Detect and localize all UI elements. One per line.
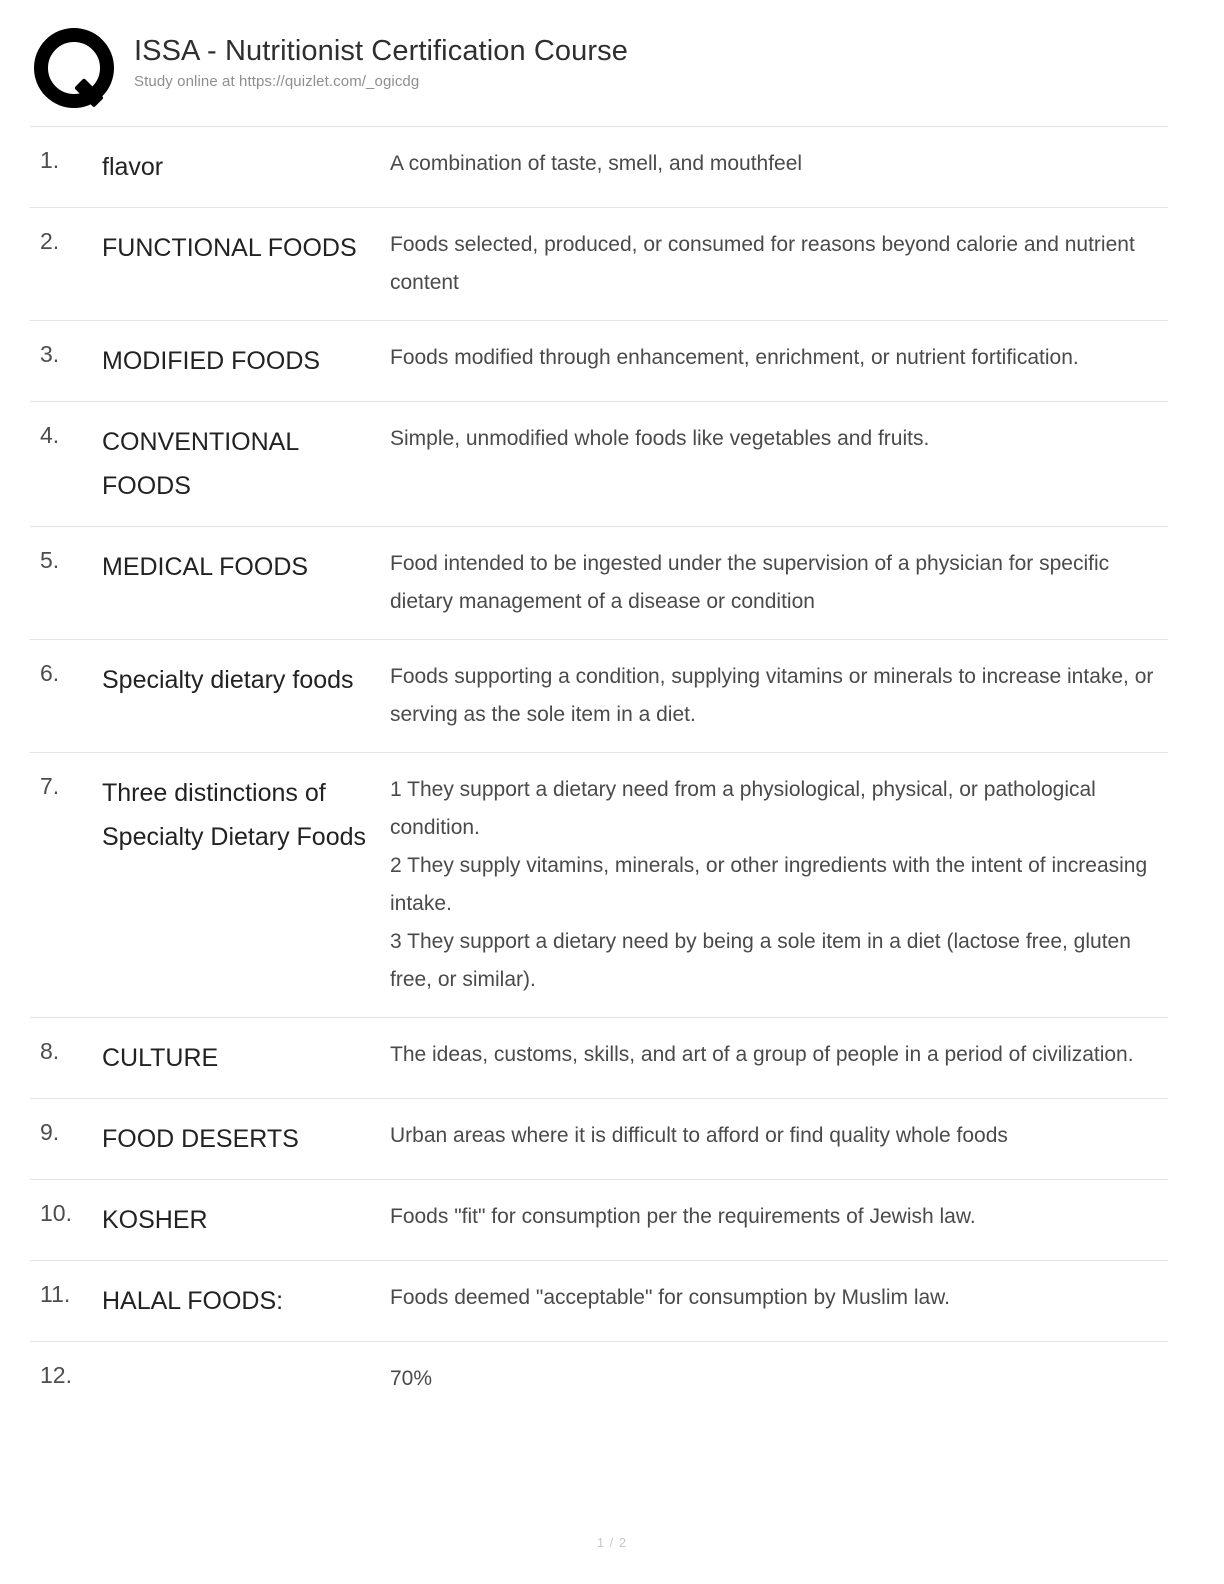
row-number: 6. <box>40 660 60 686</box>
row-definition <box>384 753 1168 1018</box>
row-definition <box>384 1099 1168 1180</box>
study-link-text: Study online at https://quizlet.com/_ogicdg <box>134 73 420 90</box>
row-number: 10. <box>40 1200 72 1226</box>
table-row <box>30 127 1168 208</box>
row-number: 9. <box>40 1119 60 1145</box>
table-row <box>30 1261 1168 1342</box>
definition-line: 70% <box>390 1367 433 1390</box>
definition-line: Food intended to be ingested under the supervision of a physician for specific dietary management of a disease or condition <box>390 552 1110 613</box>
table-row <box>30 402 1168 527</box>
row-number: 1. <box>40 147 60 173</box>
header-text-block <box>134 24 628 92</box>
row-number: 4. <box>40 422 60 448</box>
row-definition <box>384 1261 1168 1342</box>
row-term: flavor <box>102 153 164 181</box>
row-term <box>102 1342 384 1417</box>
definition-line: 1 They support a dietary need from a physiological, physical, or pathological condition. <box>390 778 1096 839</box>
definition-line: The ideas, customs, skills, and art of a group of people in a period of civilization. <box>390 1043 1134 1066</box>
row-term: Specialty dietary foods <box>102 666 354 694</box>
row-definition <box>384 527 1168 640</box>
document-header <box>30 24 1168 114</box>
table-row <box>30 1180 1168 1261</box>
quizlet-q-logo-icon <box>34 28 120 114</box>
definition-line: Foods "fit" for consumption per the requirements of Jewish law. <box>390 1205 976 1228</box>
table-row <box>30 1099 1168 1180</box>
page-footer: 1 / 2 <box>596 1535 628 1550</box>
row-definition <box>384 1018 1168 1099</box>
row-definition <box>384 1342 1168 1417</box>
row-term: MEDICAL FOODS <box>102 553 309 581</box>
table-row <box>30 1342 1168 1417</box>
table-row <box>30 1018 1168 1099</box>
row-term: KOSHER <box>102 1206 208 1234</box>
row-number: 8. <box>40 1038 60 1064</box>
row-definition <box>384 640 1168 753</box>
definition-line: 3 They support a dietary need by being a sole item in a diet (lactose free, gluten free, or similar). <box>390 930 1131 991</box>
row-term: CONVENTIONAL FOODS <box>102 428 299 500</box>
row-definition <box>384 321 1168 402</box>
row-definition <box>384 127 1168 208</box>
row-number: 7. <box>40 773 60 799</box>
page-title: ISSA - Nutritionist Certification Course <box>134 35 628 67</box>
table-row <box>30 753 1168 1018</box>
row-term: CULTURE <box>102 1044 219 1072</box>
table-row <box>30 640 1168 753</box>
row-definition <box>384 1180 1168 1261</box>
row-number: 3. <box>40 341 60 367</box>
row-number: 2. <box>40 228 60 254</box>
table-row <box>30 321 1168 402</box>
table-row <box>30 208 1168 321</box>
definition-line: A combination of taste, smell, and mouthfeel <box>390 152 803 175</box>
row-definition <box>384 402 1168 527</box>
row-term: Three distinctions of Specialty Dietary Foods <box>102 779 367 851</box>
row-number: 5. <box>40 547 60 573</box>
definition-line: Simple, unmodified whole foods like vegetables and fruits. <box>390 427 930 450</box>
row-number: 11. <box>40 1281 71 1307</box>
row-term: FOOD DESERTS <box>102 1125 299 1153</box>
definition-line: Foods modified through enhancement, enrichment, or nutrient fortification. <box>390 346 1079 369</box>
row-term: HALAL FOODS: <box>102 1287 284 1315</box>
row-term: MODIFIED FOODS <box>102 347 321 375</box>
terms-table <box>30 126 1168 1416</box>
table-row <box>30 527 1168 640</box>
definition-line: Foods selected, produced, or consumed for reasons beyond calorie and nutrient content <box>390 233 1135 294</box>
definition-line: Urban areas where it is difficult to afford or find quality whole foods <box>390 1124 1008 1147</box>
definition-line: 2 They supply vitamins, minerals, or other ingredients with the intent of increasing intake. <box>390 854 1148 915</box>
definition-line: Foods deemed "acceptable" for consumption by Muslim law. <box>390 1286 951 1309</box>
row-number: 12. <box>40 1362 72 1388</box>
row-term: FUNCTIONAL FOODS <box>102 234 357 262</box>
definition-line: Foods supporting a condition, supplying vitamins or minerals to increase intake, or serving as the sole item in a diet. <box>390 665 1154 726</box>
row-definition <box>384 208 1168 321</box>
